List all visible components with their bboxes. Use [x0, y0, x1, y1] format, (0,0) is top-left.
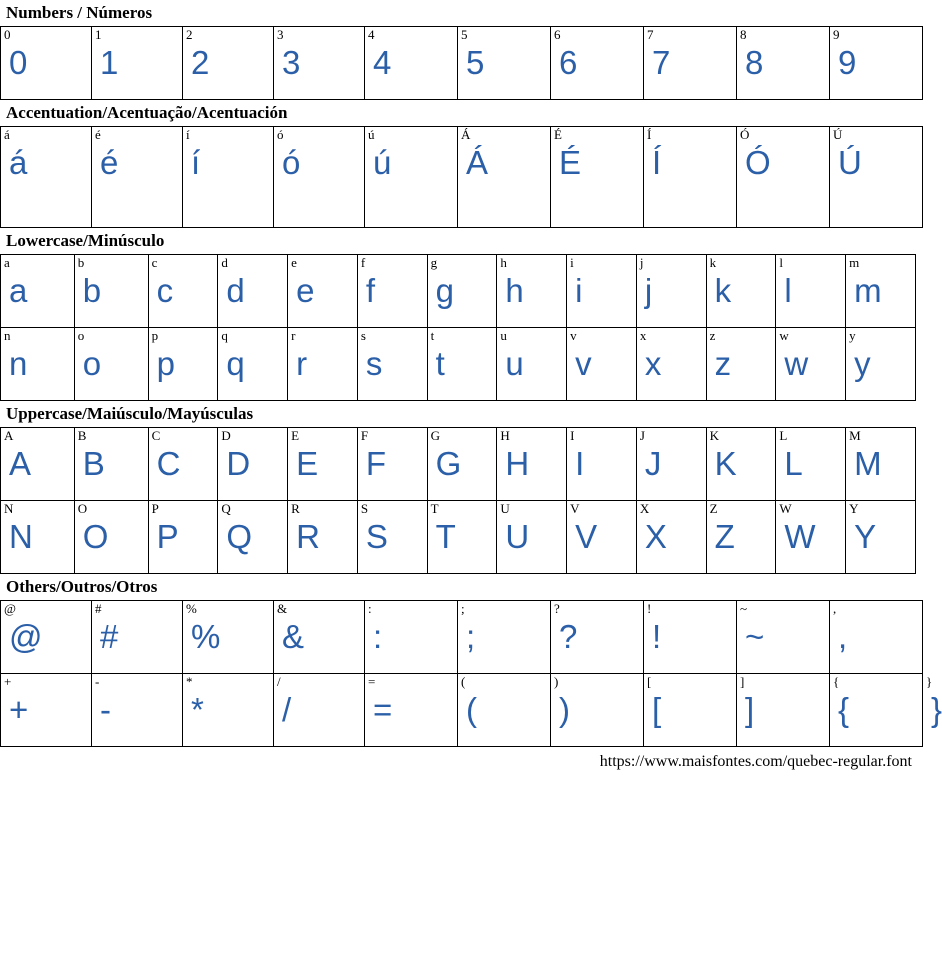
glyph-cell-Z[interactable] [706, 501, 776, 574]
glyph-sample: u [505, 345, 524, 382]
glyph-label: G [430, 428, 440, 443]
glyph-sample: ) [559, 691, 570, 728]
glyph-cell-paren-close[interactable] [551, 674, 644, 747]
glyph-sample: G [435, 445, 462, 482]
glyph-label: ó [277, 127, 284, 142]
glyph-sample: ? [559, 618, 578, 655]
glyph-cell-D[interactable] [218, 428, 288, 501]
table-row [1, 501, 916, 574]
glyph-label: - [95, 674, 100, 689]
glyph-label: Q [221, 501, 231, 516]
glyph-label: N [4, 501, 14, 516]
glyph-sample: D [226, 445, 251, 482]
glyph-label: Ú [833, 127, 843, 142]
glyph-cell-h[interactable] [497, 255, 567, 328]
glyph-label: M [849, 428, 861, 443]
glyph-sample: Z [714, 518, 735, 555]
glyph-cell-Aacute[interactable] [458, 127, 551, 228]
glyph-sample: a [9, 272, 28, 309]
glyph-label: p [151, 328, 159, 343]
glyph-label: i [570, 255, 574, 270]
glyph-sample: C [156, 445, 181, 482]
glyph-sample: M [854, 445, 882, 482]
glyph-sample: Y [854, 518, 877, 555]
glyph-label: 8 [740, 27, 747, 42]
glyph-label: m [849, 255, 860, 270]
glyph-sample: : [373, 618, 383, 655]
glyph-cell-8[interactable] [737, 27, 830, 100]
glyph-label: a [4, 255, 10, 270]
glyph-sample: B [82, 445, 105, 482]
glyph-cell-f[interactable] [357, 255, 427, 328]
glyph-sample: e [296, 272, 315, 309]
glyph-sample: k [714, 272, 732, 309]
glyph-cell-Iacute[interactable] [644, 127, 737, 228]
glyph-cell-U[interactable] [497, 501, 567, 574]
glyph-label: t [430, 328, 435, 343]
glyph-label: d [221, 255, 228, 270]
glyph-label: s [360, 328, 366, 343]
glyph-label: é [95, 127, 101, 142]
table-row [1, 428, 916, 501]
glyph-sample: m [854, 272, 882, 309]
glyph-label: S [360, 501, 369, 516]
glyph-sample: 8 [745, 44, 764, 81]
glyph-cell-S[interactable] [357, 501, 427, 574]
glyph-label: O [77, 501, 88, 516]
glyph-cell-H[interactable] [497, 428, 567, 501]
glyph-table-numbers [0, 26, 923, 100]
glyph-cell-A[interactable] [1, 428, 75, 501]
glyph-label: f [360, 255, 366, 270]
glyph-cell-e[interactable] [288, 255, 358, 328]
glyph-cell-asterisk[interactable] [183, 674, 274, 747]
glyph-sample: [ [652, 691, 662, 728]
glyph-label: [ [647, 674, 652, 689]
glyph-sample: J [644, 445, 662, 482]
glyph-cell-i[interactable] [567, 255, 637, 328]
glyph-cell-o[interactable] [74, 328, 148, 401]
glyph-cell-9[interactable] [830, 27, 923, 100]
glyph-sample: & [282, 618, 305, 655]
glyph-cell-2[interactable] [183, 27, 274, 100]
glyph-cell-d[interactable] [218, 255, 288, 328]
glyph-sample: * [191, 691, 204, 728]
glyph-label: e [291, 255, 297, 270]
glyph-label: y [849, 328, 856, 343]
glyph-label: + [4, 674, 12, 689]
glyph-cell-minus[interactable] [92, 674, 183, 747]
glyph-sample: q [226, 345, 245, 382]
glyph-sample: # [100, 618, 119, 655]
glyph-label: 9 [833, 27, 840, 42]
glyph-sample: E [296, 445, 319, 482]
glyph-sample: X [644, 518, 667, 555]
section-title-others: Others/Outros/Otros [6, 577, 158, 596]
glyph-label: , [833, 601, 837, 616]
glyph-cell-Y[interactable] [846, 501, 916, 574]
glyph-label: E [291, 428, 300, 443]
glyph-label: Ó [740, 127, 750, 142]
glyph-label: l [779, 255, 783, 270]
glyph-cell-paren-open[interactable] [458, 674, 551, 747]
glyph-label: : [368, 601, 372, 616]
glyph-sample: ( [466, 691, 477, 728]
glyph-cell-0[interactable] [1, 27, 92, 100]
glyph-cell-t[interactable] [427, 328, 497, 401]
glyph-label: = [368, 674, 376, 689]
glyph-cell-p[interactable] [148, 328, 218, 401]
glyph-cell-1[interactable] [92, 27, 183, 100]
glyph-sample: F [365, 445, 387, 482]
glyph-cell-4[interactable] [365, 27, 458, 100]
glyph-cell-q[interactable] [218, 328, 288, 401]
glyph-sample: g [435, 272, 454, 309]
glyph-sample: f [365, 272, 376, 309]
glyph-table-lowercase [0, 254, 916, 401]
glyph-label: Í [647, 127, 652, 142]
glyph-sample: 9 [838, 44, 857, 81]
glyph-label: v [570, 328, 577, 343]
glyph-label: I [570, 428, 575, 443]
glyph-label: H [500, 428, 510, 443]
glyph-label: U [500, 501, 510, 516]
glyph-label: T [430, 501, 439, 516]
glyph-label: 1 [95, 27, 102, 42]
glyph-cell-K[interactable] [706, 428, 776, 501]
glyph-label: É [554, 127, 562, 142]
glyph-sample: i [575, 272, 583, 309]
glyph-cell-6[interactable] [551, 27, 644, 100]
glyph-cell-colon[interactable] [365, 601, 458, 674]
glyph-sample: W [784, 518, 816, 555]
table-row [1, 255, 916, 328]
glyph-label: q [221, 328, 228, 343]
source-url[interactable]: https://www.maisfontes.com/quebec-regular.font [599, 753, 912, 770]
glyph-cell-oacute[interactable] [274, 127, 365, 228]
glyph-sample: A [9, 445, 32, 482]
glyph-label: 5 [461, 27, 468, 42]
table-row [1, 674, 923, 747]
glyph-label: ) [554, 674, 559, 689]
glyph-cell-at[interactable] [1, 601, 92, 674]
glyph-label: @ [4, 601, 16, 616]
glyph-label: ? [554, 601, 560, 616]
glyph-label: R [291, 501, 300, 516]
glyph-label: & [277, 601, 288, 616]
glyph-cell-X[interactable] [636, 501, 706, 574]
glyph-sample: ú [373, 144, 392, 181]
glyph-sample: v [575, 345, 592, 382]
glyph-cell-a[interactable] [1, 255, 75, 328]
glyph-label: P [151, 501, 159, 516]
section-title-accentuation: Accentuation/Acentuação/Acentuación [6, 103, 288, 122]
glyph-cell-P[interactable] [148, 501, 218, 574]
glyph-label: # [95, 601, 102, 616]
glyph-sample: 1 [100, 44, 119, 81]
glyph-label: Á [461, 127, 471, 142]
section-title-lowercase: Lowercase/Minúsculo [6, 231, 165, 250]
glyph-label: V [570, 501, 580, 516]
glyph-sample: N [9, 518, 33, 555]
glyph-cell-5[interactable] [458, 27, 551, 100]
glyph-label: W [779, 501, 792, 516]
glyph-label: ; [461, 601, 465, 616]
glyph-cell-tilde[interactable] [737, 601, 830, 674]
glyph-sample: Ó [745, 144, 771, 181]
glyph-cell-E[interactable] [288, 428, 358, 501]
section-title-numbers: Numbers / Números [6, 3, 153, 22]
glyph-sample: H [505, 445, 530, 482]
glyph-table-others [0, 600, 942, 747]
glyph-cell-Q[interactable] [218, 501, 288, 574]
glyph-sample: s [365, 345, 383, 382]
glyph-cell-hash[interactable] [92, 601, 183, 674]
glyph-sample: n [9, 345, 28, 382]
glyph-cell-Uacute[interactable] [830, 127, 923, 228]
glyph-label: { [833, 674, 840, 689]
glyph-label: / [277, 674, 281, 689]
glyph-sample: o [82, 345, 102, 382]
glyph-label: ! [647, 601, 652, 616]
glyph-cell-aacute[interactable] [1, 127, 92, 228]
glyph-label: J [639, 428, 645, 443]
glyph-sample: { [838, 691, 850, 728]
glyph-cell-L[interactable] [776, 428, 846, 501]
glyph-table-accentuation [0, 126, 923, 228]
glyph-cell-b[interactable] [74, 255, 148, 328]
glyph-cell-J[interactable] [636, 428, 706, 501]
glyph-sample: , [838, 618, 848, 655]
glyph-sample: w [784, 345, 809, 382]
glyph-label: í [186, 127, 190, 142]
glyph-sample: É [559, 144, 582, 181]
glyph-sample: Ú [838, 144, 862, 181]
glyph-cell-semicolon[interactable] [458, 601, 551, 674]
glyph-sample: l [784, 272, 792, 309]
glyph-cell-V[interactable] [567, 501, 637, 574]
glyph-sample: U [505, 518, 530, 555]
glyph-sample: O [82, 518, 109, 555]
glyph-label: k [709, 255, 717, 270]
glyph-sample: ! [652, 618, 662, 655]
glyph-cell-M[interactable] [846, 428, 916, 501]
glyph-cell-G[interactable] [427, 428, 497, 501]
glyph-label: K [709, 428, 719, 443]
glyph-label: F [360, 428, 369, 443]
glyph-cell-3[interactable] [274, 27, 365, 100]
table-row [1, 127, 923, 228]
glyph-sample: r [296, 345, 308, 382]
glyph-cell-plus[interactable] [1, 674, 92, 747]
glyph-label: o [77, 328, 85, 343]
glyph-sample: / [282, 691, 292, 728]
glyph-label: u [500, 328, 507, 343]
glyph-sample: p [156, 345, 175, 382]
glyph-sample: t [435, 345, 445, 382]
glyph-label: á [4, 127, 10, 142]
glyph-label: n [4, 328, 11, 343]
glyph-cell-exclamation[interactable] [644, 601, 737, 674]
glyph-sample: 7 [652, 44, 671, 81]
glyph-cell-O[interactable] [74, 501, 148, 574]
glyph-cell-bracket-close[interactable] [737, 674, 830, 747]
glyph-sample: V [575, 518, 598, 555]
glyph-sample: c [156, 272, 174, 309]
table-row [1, 27, 923, 100]
glyph-cell-Oacute[interactable] [737, 127, 830, 228]
glyph-cell-brace-open[interactable] [830, 674, 923, 747]
glyph-cell-x[interactable] [636, 328, 706, 401]
glyph-cell-uacute[interactable] [365, 127, 458, 228]
glyph-cell-c[interactable] [148, 255, 218, 328]
glyph-label: * [186, 674, 193, 689]
glyph-label: X [639, 501, 650, 516]
glyph-label: h [500, 255, 507, 270]
glyph-cell-k[interactable] [706, 255, 776, 328]
glyph-label: ( [461, 674, 466, 689]
glyph-sample: K [714, 445, 737, 482]
glyph-sample: 3 [282, 44, 301, 81]
glyph-label: z [709, 328, 716, 343]
glyph-cell-l[interactable] [776, 255, 846, 328]
glyph-sample: y [854, 345, 871, 382]
glyph-label: L [779, 428, 788, 443]
glyph-sample: x [644, 345, 662, 382]
glyph-sample: + [9, 691, 29, 728]
glyph-cell-R[interactable] [288, 501, 358, 574]
glyph-label: A [4, 428, 14, 443]
glyph-sample: 2 [191, 44, 210, 81]
glyph-label: 6 [554, 27, 561, 42]
glyph-cell-B[interactable] [74, 428, 148, 501]
glyph-cell-y[interactable] [846, 328, 916, 401]
glyph-sample: T [435, 518, 456, 555]
glyph-cell-v[interactable] [567, 328, 637, 401]
glyph-cell-eacute[interactable] [92, 127, 183, 228]
table-row [1, 601, 923, 674]
glyph-label: w [779, 328, 789, 343]
glyph-sample: I [575, 445, 585, 482]
glyph-cell-N[interactable] [1, 501, 75, 574]
glyph-cell-question[interactable] [551, 601, 644, 674]
glyph-sample: L [784, 445, 803, 482]
glyph-sample: z [714, 345, 732, 382]
glyph-sample: 4 [373, 44, 392, 81]
glyph-cell-Eacute[interactable] [551, 127, 644, 228]
glyph-cell-u[interactable] [497, 328, 567, 401]
glyph-cell-C[interactable] [148, 428, 218, 501]
glyph-cell-W[interactable] [776, 501, 846, 574]
glyph-label: r [291, 328, 296, 343]
glyph-label: j [639, 255, 644, 270]
glyph-sample: P [156, 518, 179, 555]
glyph-sample: S [365, 518, 388, 555]
glyph-cell-slash[interactable] [274, 674, 365, 747]
glyph-cell-comma[interactable] [830, 601, 923, 674]
glyph-sample: d [226, 272, 245, 309]
glyph-cell-iacute[interactable] [183, 127, 274, 228]
glyph-sample: 5 [466, 44, 485, 81]
glyph-sample: 0 [9, 44, 28, 81]
glyph-sample: ; [466, 618, 476, 655]
glyph-label: 3 [277, 27, 284, 42]
glyph-sample: Q [226, 518, 253, 555]
glyph-sample: ~ [745, 618, 765, 655]
glyph-sample: 6 [559, 44, 578, 81]
glyph-cell-bracket-open[interactable] [644, 674, 737, 747]
glyph-cell-z[interactable] [706, 328, 776, 401]
glyph-label: D [221, 428, 231, 443]
glyph-cell-s[interactable] [357, 328, 427, 401]
glyph-sample: í [191, 144, 201, 181]
glyph-label: 7 [647, 27, 654, 42]
glyph-label: C [151, 428, 161, 443]
glyph-sample: = [373, 691, 393, 728]
glyph-cell-F[interactable] [357, 428, 427, 501]
glyph-label: 4 [368, 27, 375, 42]
glyph-cell-ampersand[interactable] [274, 601, 365, 674]
glyph-label: ~ [740, 601, 748, 616]
glyph-cell-7[interactable] [644, 27, 737, 100]
glyph-cell-I[interactable] [567, 428, 637, 501]
glyph-label: % [186, 601, 197, 616]
glyph-sample: ó [282, 144, 301, 181]
glyph-sample: á [9, 144, 28, 181]
table-row [1, 328, 916, 401]
glyph-sample: é [100, 144, 119, 181]
glyph-cell-equals[interactable] [365, 674, 458, 747]
glyph-label: ] [740, 674, 745, 689]
glyph-cell-w[interactable] [776, 328, 846, 401]
glyph-label: ú [368, 127, 375, 142]
glyph-label: Y [849, 501, 859, 516]
glyph-sample: R [296, 518, 320, 555]
glyph-sample: % [191, 618, 221, 655]
glyph-sample: j [644, 272, 653, 309]
glyph-label: c [151, 255, 158, 270]
glyph-cell-r[interactable] [288, 328, 358, 401]
glyph-sample: b [82, 272, 102, 309]
glyph-label: x [639, 328, 647, 343]
glyph-sample: - [100, 691, 111, 728]
glyph-label: 0 [4, 27, 11, 42]
glyph-cell-g[interactable] [427, 255, 497, 328]
glyph-sample: Í [652, 144, 662, 181]
glyph-label: B [77, 428, 87, 443]
glyph-cell-percent[interactable] [183, 601, 274, 674]
glyph-cell-n[interactable] [1, 328, 75, 401]
glyph-sample: h [505, 272, 524, 309]
glyph-sample: Á [466, 144, 489, 181]
glyph-cell-j[interactable] [636, 255, 706, 328]
glyph-label: Z [709, 501, 718, 516]
glyph-cell-T[interactable] [427, 501, 497, 574]
glyph-label: 2 [186, 27, 193, 42]
glyph-cell-m[interactable] [846, 255, 916, 328]
glyph-sample: @ [9, 618, 43, 655]
glyph-sample: } [931, 691, 942, 728]
glyph-table-uppercase [0, 427, 916, 574]
glyph-label: g [430, 255, 438, 270]
glyph-label: b [77, 255, 85, 270]
glyph-sample: ] [745, 691, 755, 728]
section-title-uppercase: Uppercase/Maiúsculo/Mayúsculas [6, 404, 254, 423]
glyph-label: } [926, 674, 933, 689]
